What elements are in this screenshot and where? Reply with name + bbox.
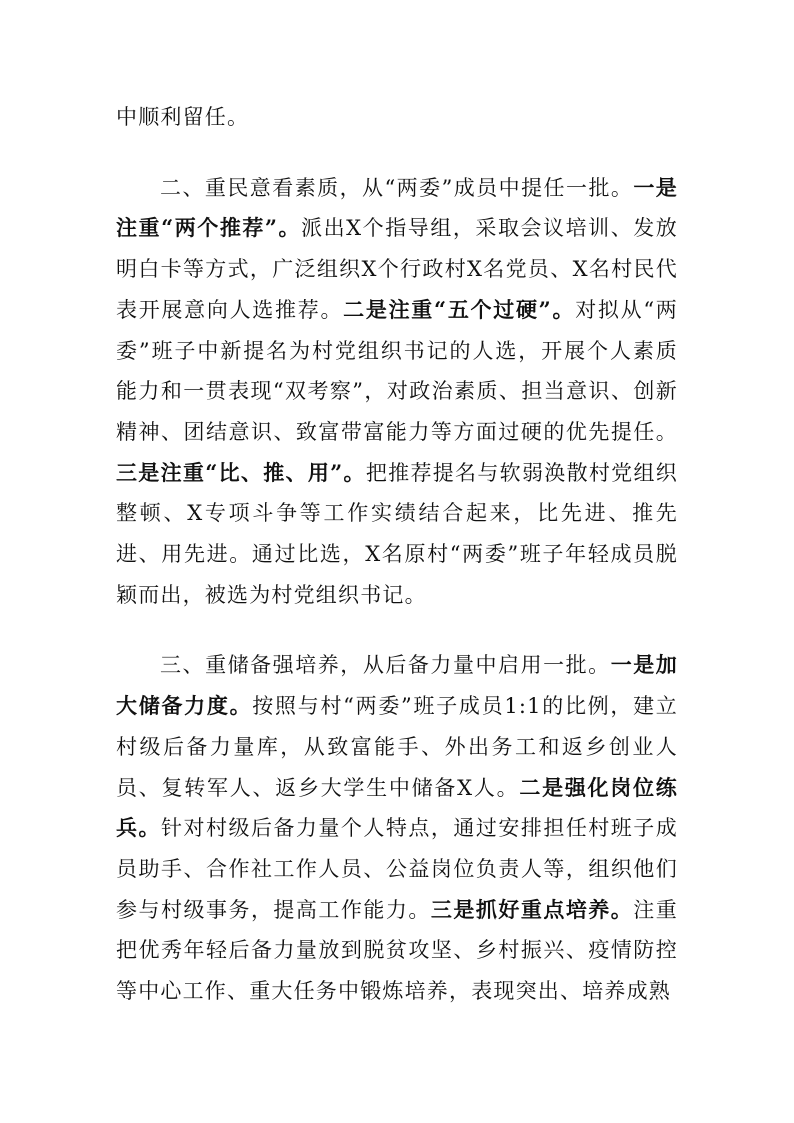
section-heading: 三、重储备强培养，从后备力量中启用一批。	[160, 653, 611, 678]
bold-point-2: 二是注重“五个过硬”。	[343, 296, 576, 322]
bold-point-2: 二是强化岗位练兵。	[116, 774, 678, 841]
text-run: 把推荐提名与软弱涣散村党组织整顿、X专项斗争等工作实绩结合起来，比先进、推先进、用先进。通过比选，X名原村“两委”班子年轻成员脱颖而出，被选为村党组织书记。	[116, 460, 678, 607]
bold-point-1: 一是加大储备力度。	[116, 652, 678, 719]
text-run: 按照与村“两委”班子成员1:1的比例，建立村级后备力量库，从致富能手、外出务工和返乡创业人员、复转军人、返乡大学生中储备X人。	[116, 694, 679, 800]
text-run: 注重把优秀年轻后备力量放到脱贫攻坚、乡村振兴、疫情防控等中心工作、重大任务中锻炼培养，表现突出、培养成熟	[116, 897, 678, 1004]
paragraph-section-3	[116, 645, 678, 1011]
paragraph-gap	[116, 615, 678, 645]
paragraph-gap	[116, 138, 678, 168]
paragraph-section-2	[116, 168, 678, 616]
text-run: 对拟从“两委”班子中新提名为村党组织书记的人选，开展个人素质能力和一贯表现“双考察”，对政治素质、担当意识、创新精神、团结意识、致富带富能力等方面过硬的优先提任。	[116, 297, 678, 444]
bold-point-3: 三是抓好重点培养。	[430, 896, 634, 922]
text-run: 派出X个指导组，采取会议培训、发放明白卡等方式，广泛组织X个行政村X名党员、X名村民代表开展意向人选推荐。	[116, 216, 678, 322]
document-body	[116, 97, 678, 1012]
bold-point-3: 三是注重“比、推、用”。	[116, 459, 366, 485]
bold-point-1: 一是注重“两个推荐”。	[116, 174, 678, 241]
text-run: 针对村级后备力量个人特点，通过安排担任村班子成员助手、合作社工作人员、公益岗位负责人等，组织他们参与村级事务，提高工作能力。	[116, 816, 678, 922]
section-heading: 二、重民意看素质，从“两委”成员中提任一批。	[160, 175, 634, 200]
paragraph-continued	[116, 97, 678, 138]
text-run: 中顺利留任。	[116, 105, 250, 129]
